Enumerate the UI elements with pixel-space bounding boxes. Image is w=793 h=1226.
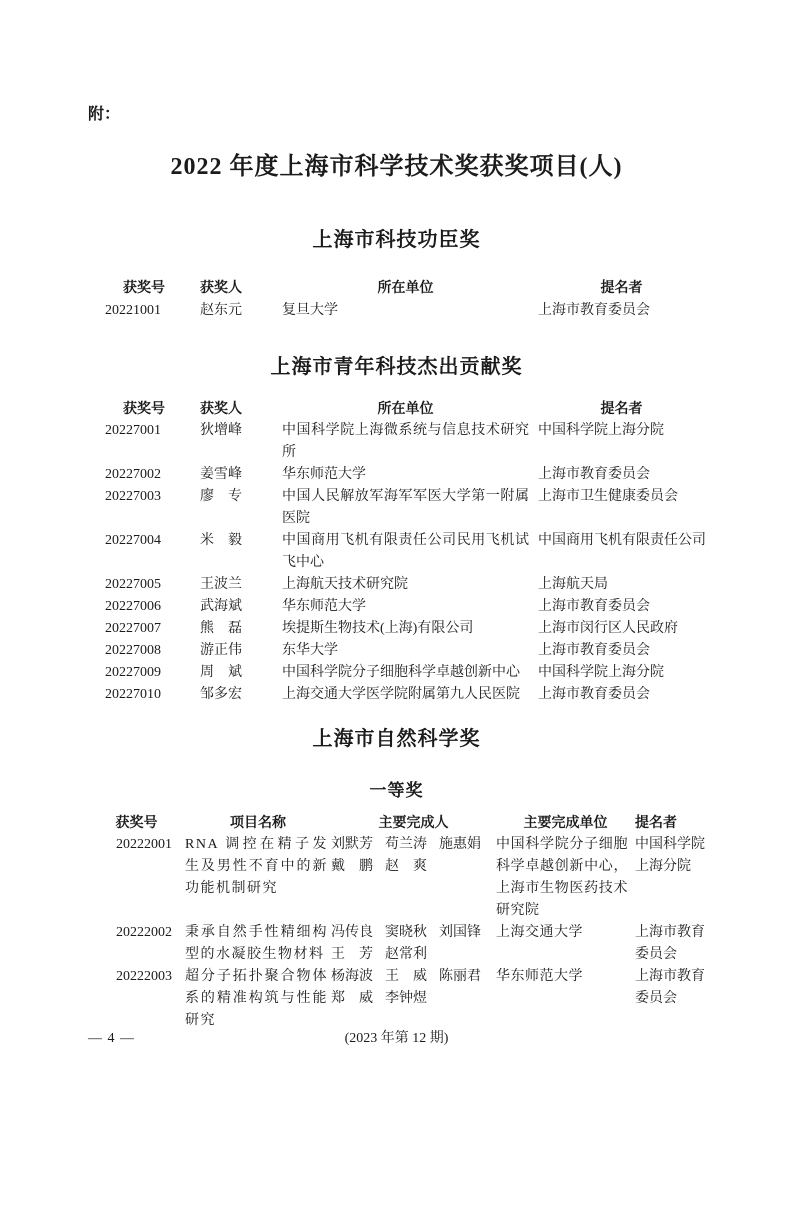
award-number-cell: 20227004 <box>105 533 161 548</box>
award-number-cell: 20227001 <box>105 423 161 438</box>
completer-name: 杨海波 <box>331 969 373 984</box>
organization-cell: 华东师范大学 <box>282 467 366 482</box>
attachment-label: 附： <box>88 106 121 123</box>
completer-name: 赵常利 <box>385 947 427 962</box>
column-header-organizations: 主要完成单位 <box>523 814 608 830</box>
column-header-organization: 所在单位 <box>377 279 434 295</box>
column-header-nominator: 提名者 <box>600 279 643 295</box>
issue-label: (2023 年第 12 期) <box>344 1031 449 1046</box>
completers-line <box>331 922 496 944</box>
completers-line <box>331 966 496 988</box>
nominator-cell: 上海市教育委员会 <box>635 925 705 962</box>
winner-cell: 廖 专 <box>200 489 242 504</box>
award-number-cell: 20227007 <box>105 621 161 636</box>
nominator-cell: 上海市卫生健康委员会 <box>538 489 678 504</box>
gongchen-table <box>88 276 705 322</box>
table-row <box>88 966 705 1032</box>
table-header-row <box>88 397 705 419</box>
winner-cell: 武海斌 <box>200 599 242 614</box>
completers-cell <box>331 922 496 966</box>
table-row <box>88 834 705 922</box>
completers-cell <box>331 834 496 922</box>
column-header-nominator: 提名者 <box>600 400 643 416</box>
table-row <box>88 486 705 530</box>
nominator-cell: 中国科学院上海分院 <box>538 423 664 438</box>
completer-name <box>439 944 483 966</box>
winner-cell: 游正伟 <box>200 643 242 658</box>
nominator-cell: 上海市教育委员会 <box>635 969 705 1006</box>
winner-cell: 邹多宏 <box>200 687 242 702</box>
completer-name: 王 芳 <box>331 947 373 962</box>
table-row <box>88 464 705 486</box>
organization-cell: 中国科学院上海微系统与信息技术研究所 <box>282 423 529 460</box>
award-number-cell: 20227003 <box>105 489 161 504</box>
column-header-winner: 获奖人 <box>200 279 242 295</box>
award-number-cell: 20227006 <box>105 599 161 614</box>
organization-cell: 中国科学院分子细胞科学卓越创新中心 <box>282 665 520 680</box>
organization-cell: 中国人民解放军海军军医大学第一附属医院 <box>282 489 529 526</box>
grade-title-first-prize: 一等奖 <box>369 781 424 800</box>
organization-cell: 上海交通大学医学院附属第九人民医院 <box>282 687 520 702</box>
section-title-gongchen: 上海市科技功臣奖 <box>312 229 481 251</box>
column-header-award-no: 获奖号 <box>123 279 165 295</box>
award-number-cell: 20227009 <box>105 665 161 680</box>
nominator-cell: 中国商用飞机有限责任公司 <box>538 533 706 548</box>
completer-name: 窦晓秋 <box>385 925 427 940</box>
award-number-cell: 20227008 <box>105 643 161 658</box>
nominator-cell: 上海航天局 <box>538 577 608 592</box>
section-title-natural: 上海市自然科学奖 <box>312 728 481 750</box>
organizations-cell: 上海交通大学 <box>496 925 583 940</box>
table-row <box>88 618 705 640</box>
winner-cell: 狄增峰 <box>200 423 242 438</box>
winner-cell: 米 毅 <box>200 533 242 548</box>
table-row <box>88 662 705 684</box>
table-row <box>88 300 705 322</box>
award-number-cell: 20227002 <box>105 467 161 482</box>
column-header-award-no: 获奖号 <box>115 814 158 830</box>
completers-line <box>331 944 496 966</box>
award-number-cell: 20227010 <box>105 687 161 702</box>
nominator-cell: 中国科学院上海分院 <box>635 837 705 874</box>
organizations-cell: 中国科学院分子细胞科学卓越创新中心，上海市生物医药技术研究院 <box>496 837 628 918</box>
completer-name <box>439 988 483 1010</box>
completers-cell <box>331 966 496 1032</box>
award-number-cell: 20221001 <box>105 303 161 318</box>
completers-line <box>331 988 496 1010</box>
table-row <box>88 640 705 662</box>
document-page <box>0 104 793 1226</box>
winner-cell: 周 斌 <box>200 665 242 680</box>
award-number-cell: 20222001 <box>116 837 172 852</box>
completer-name: 郑 威 <box>331 991 373 1006</box>
table-row <box>88 574 705 596</box>
column-header-award-no: 获奖号 <box>123 400 165 416</box>
completer-name: 李钟煜 <box>385 991 427 1006</box>
column-header-project: 项目名称 <box>230 814 286 830</box>
project-name-cell: 超分子拓扑聚合物体系的精准构筑与性能研究 <box>185 969 328 1028</box>
completer-name: 冯传良 <box>331 925 373 940</box>
organization-cell: 埃提斯生物技术(上海)有限公司 <box>282 621 474 636</box>
winner-cell: 熊 磊 <box>200 621 242 636</box>
table-header-row <box>88 811 705 833</box>
column-header-winner: 获奖人 <box>200 400 242 416</box>
table-body <box>88 834 705 1032</box>
completer-name: 刘默芳 <box>331 837 373 852</box>
completer-name: 陈丽君 <box>439 969 481 984</box>
youth-table <box>88 397 705 706</box>
organization-cell: 中国商用飞机有限责任公司民用飞机试飞中心 <box>282 533 529 570</box>
page-footer <box>88 1028 705 1050</box>
organization-cell: 复旦大学 <box>282 303 338 318</box>
winner-cell: 王波兰 <box>200 577 242 592</box>
column-header-completers: 主要完成人 <box>378 814 449 830</box>
completer-name: 苟兰涛 <box>385 837 427 852</box>
completer-name: 戴 鹏 <box>331 859 373 874</box>
natural-science-table <box>88 811 705 1032</box>
page-number: — 4 — <box>88 1031 135 1046</box>
column-header-organization: 所在单位 <box>377 400 434 416</box>
nominator-cell: 上海市教育委员会 <box>538 467 650 482</box>
nominator-cell: 上海市教育委员会 <box>538 687 650 702</box>
completers-line <box>331 856 496 878</box>
project-name-cell: 秉承自然手性精细构型的水凝胶生物材料 <box>185 925 328 962</box>
section-title-youth: 上海市青年科技杰出贡献奖 <box>270 356 523 378</box>
document-title: 2022 年度上海市科学技术奖获奖项目(人) <box>170 154 623 180</box>
organizations-cell: 华东师范大学 <box>496 969 583 984</box>
table-body <box>88 300 705 322</box>
organization-cell: 东华大学 <box>282 643 338 658</box>
nominator-cell: 上海市闵行区人民政府 <box>538 621 678 636</box>
completer-name: 刘国锋 <box>439 925 481 940</box>
winner-cell: 赵东元 <box>200 303 242 318</box>
table-row <box>88 530 705 574</box>
completer-name: 赵 爽 <box>385 859 427 874</box>
organization-cell: 上海航天技术研究院 <box>282 577 408 592</box>
nominator-cell: 中国科学院上海分院 <box>538 665 664 680</box>
project-name-cell: RNA 调控在精子发生及男性不育中的新功能机制研究 <box>185 837 328 896</box>
column-header-nominator: 提名者 <box>635 814 677 830</box>
award-number-cell: 20222003 <box>116 969 172 984</box>
completer-name: 施惠娟 <box>439 837 481 852</box>
nominator-cell: 上海市教育委员会 <box>538 643 650 658</box>
table-row <box>88 420 705 464</box>
table-header-row <box>88 276 705 298</box>
table-body <box>88 420 705 706</box>
table-row <box>88 922 705 966</box>
table-row <box>88 596 705 618</box>
table-row <box>88 684 705 706</box>
nominator-cell: 上海市教育委员会 <box>538 303 650 318</box>
award-number-cell: 20227005 <box>105 577 161 592</box>
completer-name: 王 威 <box>385 969 427 984</box>
nominator-cell: 上海市教育委员会 <box>538 599 650 614</box>
completer-name <box>439 856 483 878</box>
completers-line <box>331 834 496 856</box>
winner-cell: 姜雪峰 <box>200 467 242 482</box>
organization-cell: 华东师范大学 <box>282 599 366 614</box>
award-number-cell: 20222002 <box>116 925 172 940</box>
